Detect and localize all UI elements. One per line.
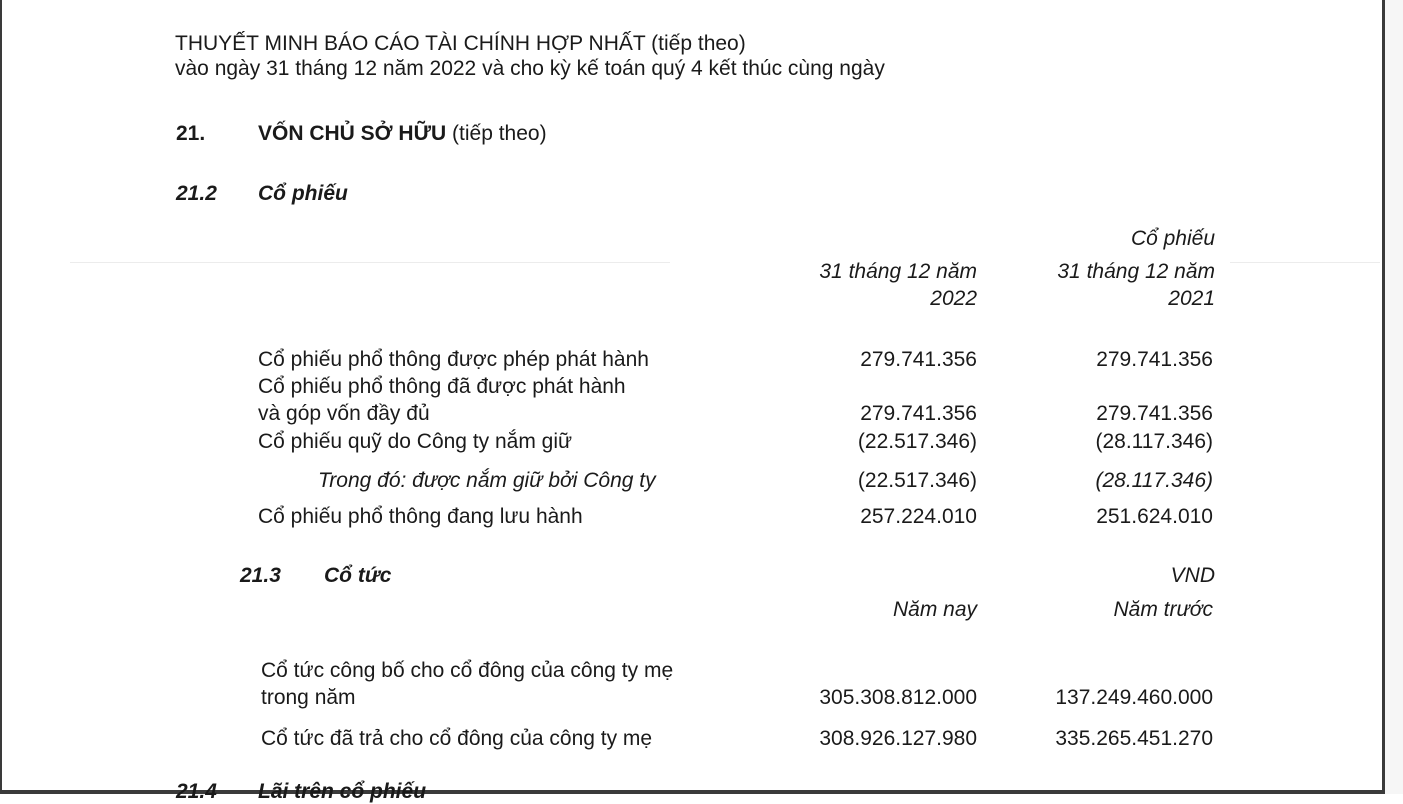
value-current: 305.308.812.000 — [819, 686, 977, 709]
value-2021: 279.741.356 — [1096, 402, 1213, 425]
value-previous: 335.265.451.270 — [1055, 727, 1213, 750]
dividend-unit-label: VND — [1170, 564, 1215, 587]
value-2021: 251.624.010 — [1096, 505, 1213, 528]
col-header-2021-line2: 2021 — [1168, 287, 1215, 310]
value-previous: 137.249.460.000 — [1055, 686, 1213, 709]
value-2022: (22.517.346) — [857, 469, 977, 492]
row-label-cont: trong năm — [261, 686, 356, 709]
col-header-previous-year: Năm trước — [1113, 598, 1213, 621]
viewer-gutter — [1385, 0, 1403, 794]
report-date-line: vào ngày 31 tháng 12 năm 2022 và cho kỳ kế toán quý 4 kết thúc cùng ngày — [175, 57, 885, 80]
scan-artifact-line-right — [1230, 262, 1380, 263]
section-21-number: 21. — [176, 122, 206, 145]
section-21-heading — [258, 122, 547, 146]
section-21-2-number: 21.2 — [176, 182, 217, 205]
row-label: Cổ tức công bố cho cổ đông của công ty mẹ — [261, 659, 674, 682]
value-2022: 257.224.010 — [860, 505, 977, 528]
row-label: Cổ phiếu phổ thông đang lưu hành — [258, 505, 583, 528]
value-current: 308.926.127.980 — [819, 727, 977, 750]
shares-unit-label: Cổ phiếu — [1130, 227, 1215, 250]
section-21-3-title: Cổ tức — [324, 564, 392, 587]
row-label-cont: và góp vốn đầy đủ — [258, 402, 430, 425]
row-label-sub: Trong đó: được nắm giữ bởi Công ty — [318, 469, 656, 492]
section-21-2-title: Cổ phiếu — [258, 182, 348, 205]
col-header-current-year: Năm nay — [892, 598, 977, 621]
col-header-2021-line1: 31 tháng 12 năm — [1057, 260, 1215, 283]
col-header-2022-line1: 31 tháng 12 năm — [819, 260, 977, 283]
value-2022: 279.741.356 — [860, 402, 977, 425]
value-2021: 279.741.356 — [1096, 348, 1213, 371]
col-header-2022-line2: 2022 — [930, 287, 977, 310]
value-2022: 279.741.356 — [860, 348, 977, 371]
section-21-title: VỐN CHỦ SỞ HỮU — [258, 122, 447, 145]
page-border-left — [0, 0, 2, 794]
section-21-4-title: Lãi trên cổ phiếu — [258, 780, 427, 803]
scan-artifact-line — [70, 262, 670, 263]
section-21-suffix: (tiếp theo) — [452, 122, 547, 145]
row-label: Cổ tức đã trả cho cổ đông của công ty mẹ — [261, 727, 653, 750]
row-label: Cổ phiếu phổ thông được phép phát hành — [258, 348, 649, 371]
section-21-4-number: 21.4 — [176, 780, 217, 803]
value-2021: (28.117.346) — [1095, 430, 1213, 453]
value-2021: (28.117.346) — [1095, 469, 1213, 492]
value-2022: (22.517.346) — [857, 430, 977, 453]
section-21-3-number: 21.3 — [240, 564, 281, 587]
row-label: Cổ phiếu quỹ do Công ty nắm giữ — [258, 430, 573, 453]
report-title: THUYẾT MINH BÁO CÁO TÀI CHÍNH HỢP NHẤT (tiếp theo) — [175, 32, 746, 55]
row-label: Cổ phiếu phổ thông đã được phát hành — [258, 375, 626, 398]
